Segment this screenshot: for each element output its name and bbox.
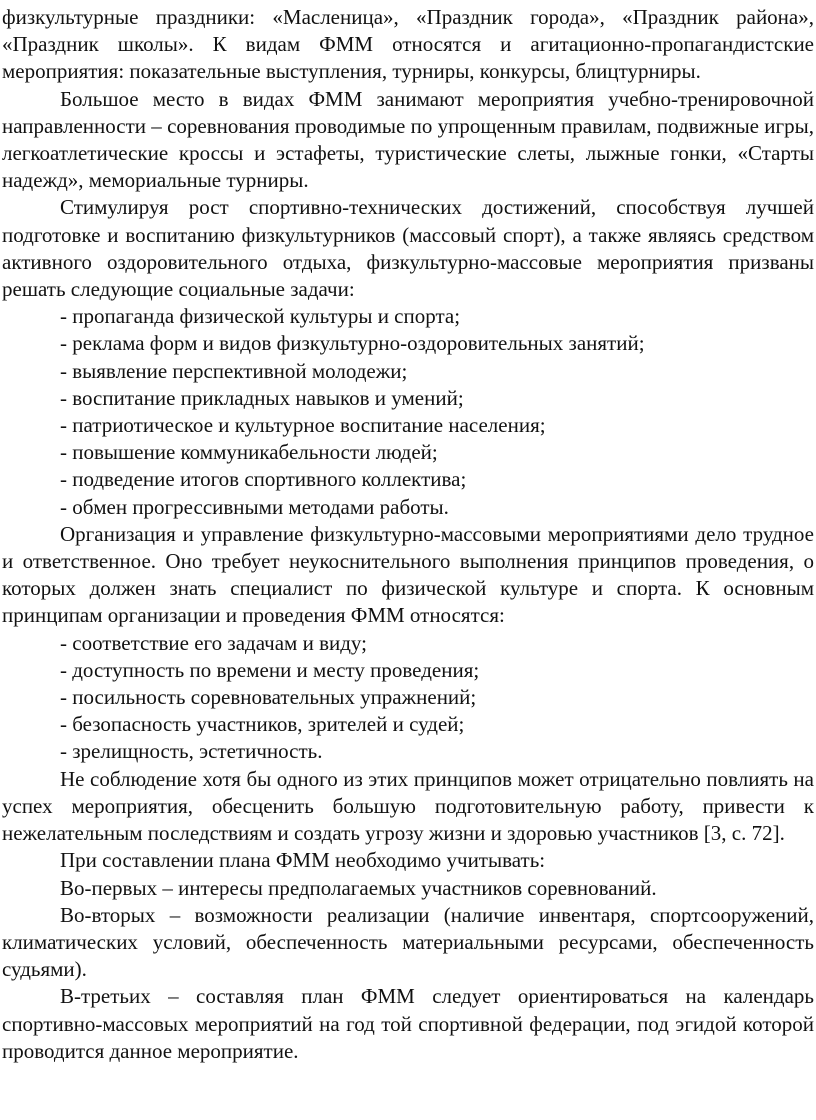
social-tasks-list: [2, 303, 814, 521]
list-item: - обмен прогрессивными методами работы.: [60, 494, 449, 519]
paragraph-first: Во-первых – интересы предполагаемых участников соревнований.: [60, 875, 657, 900]
list-item: - подведение итогов спортивного коллектива;: [60, 467, 467, 492]
list-item: - патриотическое и культурное воспитание населения;: [60, 413, 546, 438]
list-item: - выявление перспективной молодежи;: [60, 358, 408, 383]
paragraph-organization: Организация и управление физкультурно-массовыми мероприятиями дело трудное и ответственное. Оно требует неукоснительного выполнения принципов проведения, о которых должен знать специалист по физической культуре и спорта. К основным принципам организации и проведения ФММ относятся:: [2, 521, 814, 628]
paragraph-second: Во-вторых – возможности реализации (наличие инвентаря, спортсооружений, климатических условий, обеспеченность материальными ресурсами, обеспеченность судьями).: [2, 902, 814, 982]
paragraph-social-tasks-intro: Стимулируя рост спортивно-технических достижений, способствуя лучшей подготовке и воспитанию физкультурников (массовый спорт), а также являясь средством активного оздоровительного отдыха, физкультурно-массовые мероприятия призваны решать следующие социальные задачи:: [2, 195, 814, 302]
list-item: - посильность соревновательных упражнений;: [60, 685, 477, 710]
paragraph-festivals: физкультурные праздники: «Масленица», «Праздник города», «Праздник района», «Праздник школы». К видам ФММ относятся и агитационно-пропагандистские мероприятия: показательные выступления, турниры, конкурсы, блицтурниры.: [2, 5, 814, 84]
list-item: - повышение коммуникабельности людей;: [60, 440, 438, 465]
paragraph-consequences: Не соблюдение хотя бы одного из этих принципов может отрицательно повлиять на успех мероприятия, обесценить большую подготовительную работу, привести к нежелательным последствиям и создать угрозу жизни и здоровью участников [3, с. 72].: [2, 766, 814, 846]
list-item: - зрелищность, эстетичность.: [60, 739, 323, 764]
list-item: - пропаганда физической культуры и спорта;: [60, 304, 461, 329]
paragraph-third: В-третьих – составляя план ФММ следует ориентироваться на календарь спортивно-массовых мероприятий на год той спортивной федерации, под эгидой которой проводится данное мероприятие.: [2, 984, 814, 1063]
list-item: - доступность по времени и месту проведения;: [60, 657, 480, 682]
list-item: - реклама форм и видов физкультурно-оздоровительных занятий;: [60, 331, 645, 356]
list-item: - воспитание прикладных навыков и умений;: [60, 385, 464, 410]
paragraph-plan-intro: При составлении плана ФММ необходимо учитывать:: [60, 848, 546, 873]
principles-list: [2, 630, 814, 766]
list-item: - безопасность участников, зрителей и судей;: [60, 712, 465, 737]
paragraph-training-events: Большое место в видах ФММ занимают мероприятия учебно-тренировочной направленности – соревнования проводимые по упрощенным правилам, подвижные игры, легкоатлетические кроссы и эстафеты, туристические слеты, лыжные гонки, «Старты надежд», мемориальные турниры.: [2, 86, 814, 193]
list-item: - соответствие его задачам и виду;: [60, 630, 367, 655]
